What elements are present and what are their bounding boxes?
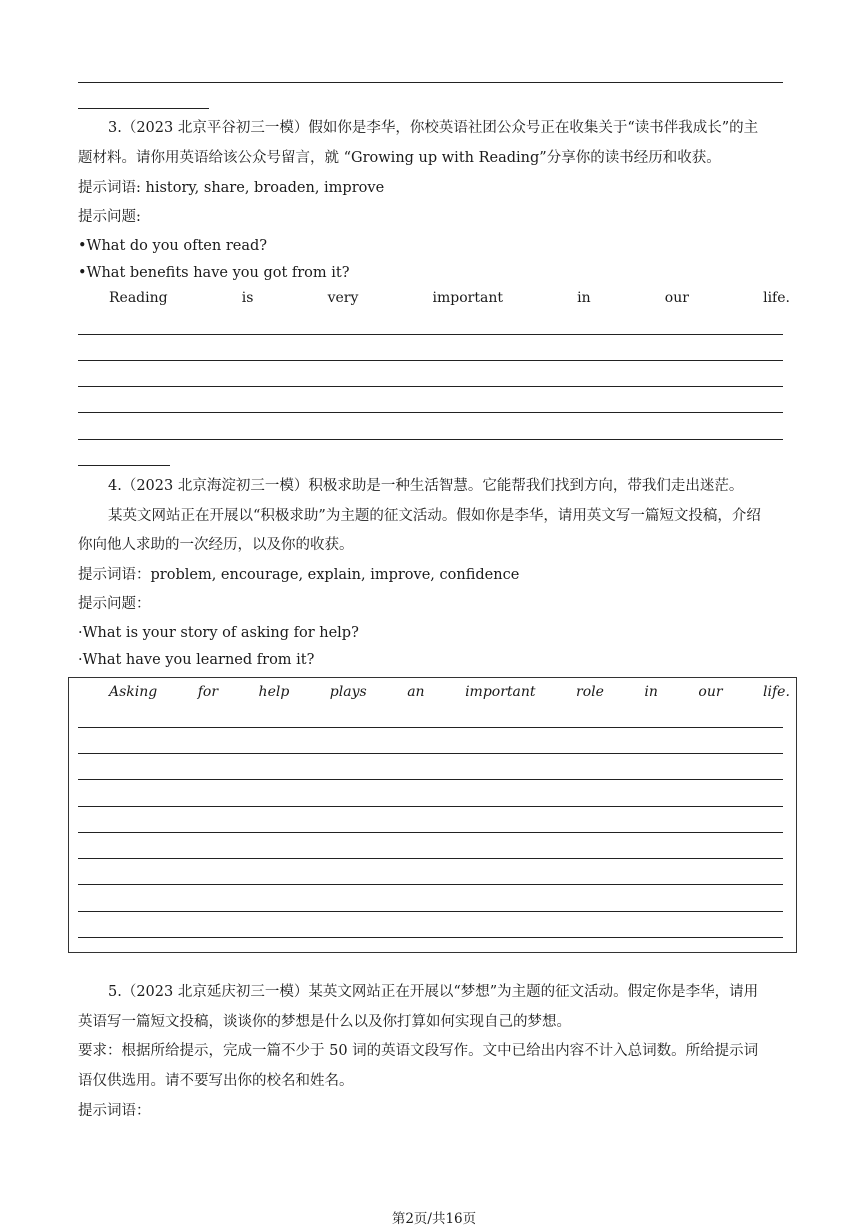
q4-prompt-line1: 4.（2023 北京海淀初三一模）积极求助是一种生活智慧。它能帮我们找到方向，带我们走出迷茫。 [108, 478, 744, 494]
writing-line [78, 806, 783, 807]
q5-prompt-line2: 英语写一篇短文投稿，谈谈你的梦想是什么以及你打算如何实现自己的梦想。 [78, 1014, 571, 1030]
q5-hint-words: 提示词语： [78, 1103, 151, 1119]
starter-word: life. [763, 684, 790, 700]
starter-word: in [644, 684, 658, 700]
q3-hint-question-b: •What benefits have you got from it? [78, 265, 350, 281]
starter-word: our [664, 290, 689, 306]
q3-prompt-line2: 题材料。请你用英语给该公众号留言，就 “Growing up with Reading”分享你的读书经历和收获。 [78, 150, 721, 166]
writing-line-short [78, 108, 209, 109]
writing-line [78, 727, 783, 728]
writing-line [78, 386, 783, 387]
writing-line [78, 937, 783, 938]
starter-word: in [577, 290, 591, 306]
q4-hint-question-b: ·What have you learned from it? [78, 652, 315, 668]
writing-line-short [78, 465, 170, 466]
writing-line [78, 858, 783, 859]
q3-hint-words: 提示词语: history, share, broaden, improve [78, 180, 385, 196]
starter-word: is [241, 290, 254, 306]
q3-prompt-line1: 3.（2023 北京平谷初三一模）假如你是李华，你校英语社团公众号正在收集关于“读书伴我成长”的主 [108, 120, 759, 136]
q4-hint-questions-title: 提示问题： [78, 596, 151, 612]
q3-starter-sentence [109, 290, 790, 306]
q4-hint-words: 提示词语：problem, encourage, explain, improve, confidence [78, 567, 520, 583]
writing-line [78, 360, 783, 361]
page-number: 第2页/共16页 [391, 1211, 477, 1227]
writing-line [78, 753, 783, 754]
starter-word: role [576, 684, 604, 700]
starter-word: very [327, 290, 359, 306]
q4-prompt-line3: 你向他人求助的一次经历，以及你的收获。 [78, 537, 354, 553]
q3-hint-question-a: •What do you often read? [78, 238, 268, 254]
starter-word: life. [763, 290, 790, 306]
writing-line [78, 911, 783, 912]
q5-requirement-line2: 语仅供选用。请不要写出你的校名和姓名。 [78, 1073, 354, 1089]
starter-word: for [197, 684, 219, 700]
starter-word: important [432, 290, 503, 306]
writing-line [78, 439, 783, 440]
q4-prompt-line2: 某英文网站正在开展以“积极求助”为主题的征文活动。假如你是李华，请用英文写一篇短文投稿，介绍 [108, 508, 761, 524]
starter-word: Reading [109, 290, 168, 306]
starter-word: help [258, 684, 290, 700]
q4-hint-question-a: ·What is your story of asking for help? [78, 625, 359, 641]
starter-word: important [465, 684, 536, 700]
writing-line [78, 82, 783, 83]
q3-hint-questions-title: 提示问题: [78, 209, 141, 225]
q4-starter-sentence [109, 684, 790, 700]
starter-word: an [407, 684, 425, 700]
writing-line [78, 884, 783, 885]
starter-word: our [698, 684, 723, 700]
q5-prompt-line1: 5.（2023 北京延庆初三一模）某英文网站正在开展以“梦想”为主题的征文活动。假定你是李华，请用 [108, 984, 759, 1000]
q5-requirement-line1: 要求：根据所给提示，完成一篇不少于 50 词的英语文段写作。文中已给出内容不计入总词数。所给提示词 [78, 1043, 759, 1059]
writing-line [78, 334, 783, 335]
writing-line [78, 412, 783, 413]
starter-word: plays [329, 684, 367, 700]
writing-line [78, 779, 783, 780]
starter-word: Asking [109, 684, 158, 700]
writing-line [78, 832, 783, 833]
